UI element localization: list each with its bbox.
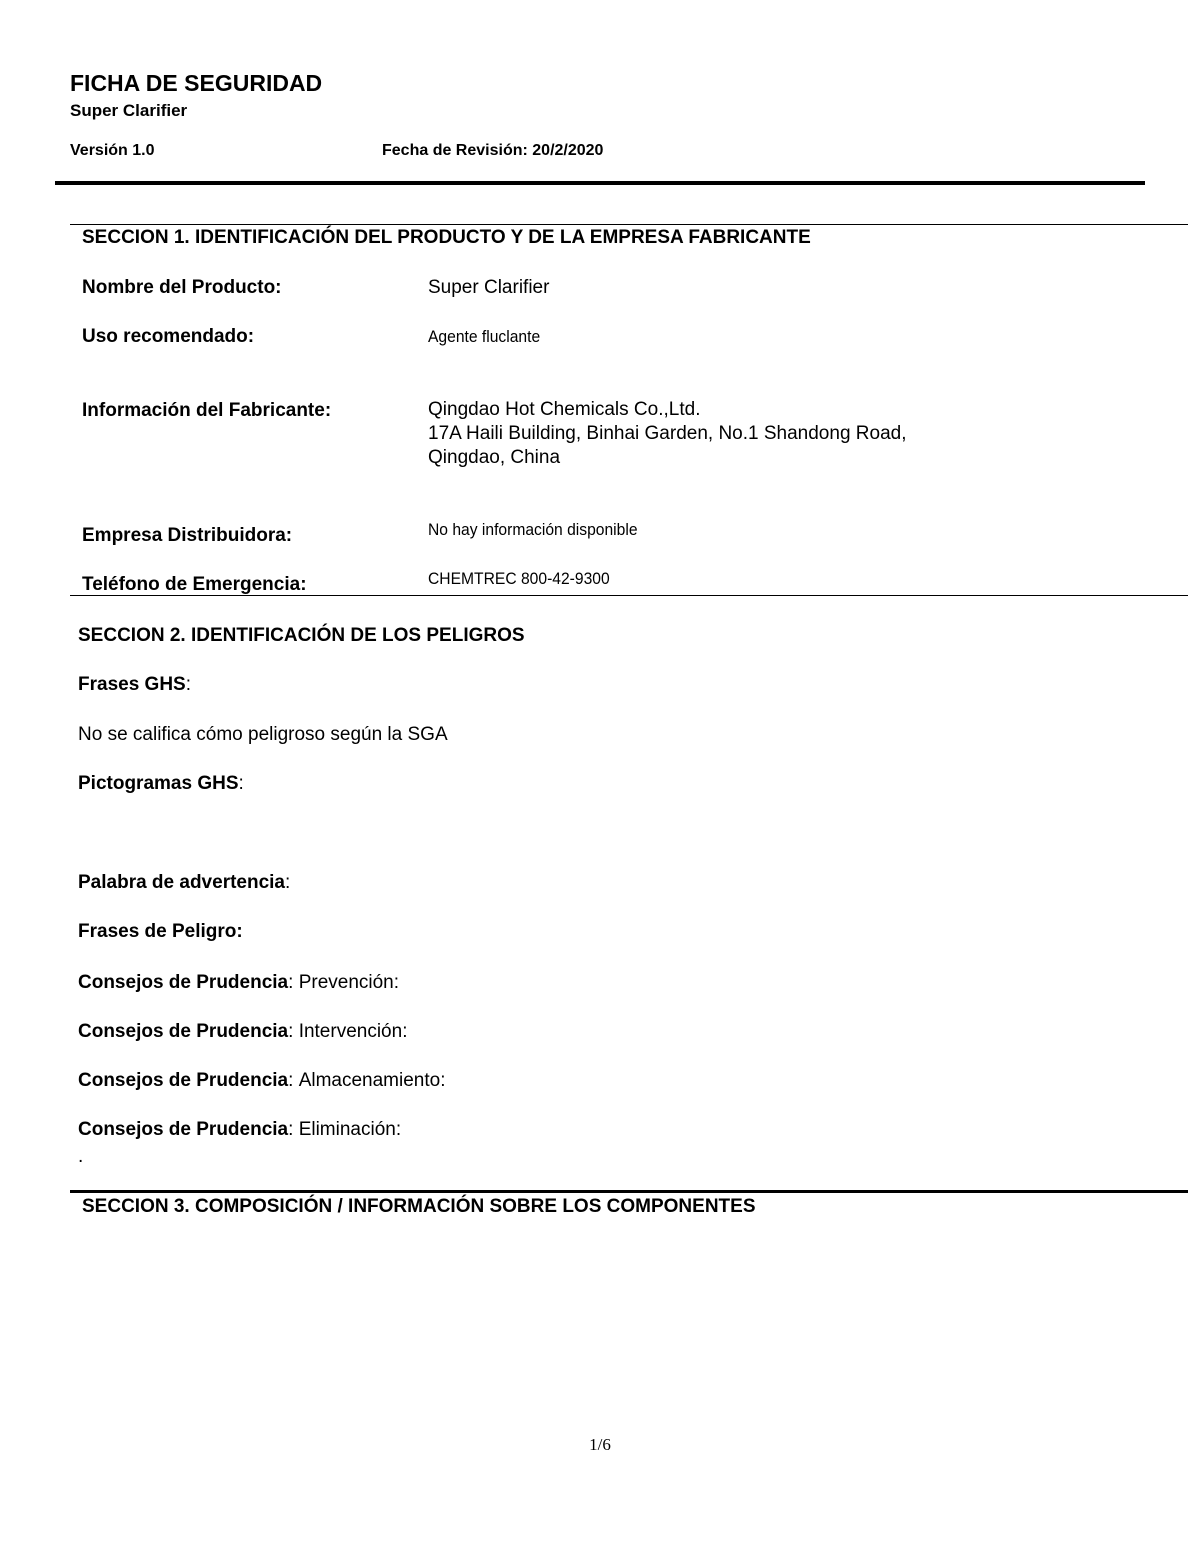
ghs-pictograms-label: Pictogramas GHS:	[78, 773, 244, 794]
section3-top-rule	[70, 1190, 1188, 1193]
document-title: FICHA DE SEGURIDAD	[70, 70, 323, 96]
section3-heading: SECCION 3. COMPOSICIÓN / INFORMACIÓN SOBRE LOS COMPONENTES	[82, 1196, 756, 1217]
distributor-label: Empresa Distribuidora:	[82, 525, 293, 546]
signal-word-label: Palabra de advertencia:	[78, 872, 291, 893]
section1-heading: SECCION 1. IDENTIFICACIÓN DEL PRODUCTO Y DE LA EMPRESA FABRICANTE	[82, 227, 811, 248]
revision-date: Fecha de Revisión: 20/2/2020	[382, 142, 604, 159]
not-classified-text: No se califica cómo peligroso según la SGA	[78, 724, 448, 745]
manufacturer-city: Qingdao, China	[428, 447, 561, 468]
hazard-phrases-label: Frases de Peligro:	[78, 921, 243, 942]
manufacturer-name: Qingdao Hot Chemicals Co.,Ltd.	[428, 399, 701, 420]
section1-top-rule	[70, 224, 1188, 225]
page-number: 1/6	[589, 1435, 611, 1454]
precaution-disposal: Consejos de Prudencia: Eliminación:	[78, 1119, 402, 1140]
precaution-prevention: Consejos de Prudencia: Prevención:	[78, 972, 400, 993]
recommended-use-value: Agente fluclante	[428, 327, 541, 346]
emergency-phone-value: CHEMTREC 800-42-9300	[428, 569, 610, 588]
precaution-intervention: Consejos de Prudencia: Intervención:	[78, 1021, 408, 1042]
distributor-value: No hay información disponible	[428, 520, 638, 539]
ghs-phrases-label: Frases GHS:	[78, 674, 192, 695]
section2-top-rule	[70, 595, 1188, 596]
emergency-phone-label: Teléfono de Emergencia:	[82, 574, 307, 595]
trailing-dot: .	[78, 1146, 84, 1167]
product-name-value: Super Clarifier	[428, 277, 550, 298]
product-subtitle: Super Clarifier	[70, 101, 188, 120]
header-divider	[55, 181, 1145, 185]
product-name-label: Nombre del Producto:	[82, 277, 282, 298]
version-label: Versión 1.0	[70, 142, 155, 159]
precaution-storage: Consejos de Prudencia: Almacenamiento:	[78, 1070, 446, 1091]
recommended-use-label: Uso recomendado:	[82, 326, 255, 347]
manufacturer-address: 17A Haili Building, Binhai Garden, No.1 Shandong Road,	[428, 423, 907, 444]
manufacturer-info	[428, 398, 907, 470]
section2-heading: SECCION 2. IDENTIFICACIÓN DE LOS PELIGROS	[78, 625, 525, 646]
manufacturer-label: Información del Fabricante:	[82, 400, 332, 421]
